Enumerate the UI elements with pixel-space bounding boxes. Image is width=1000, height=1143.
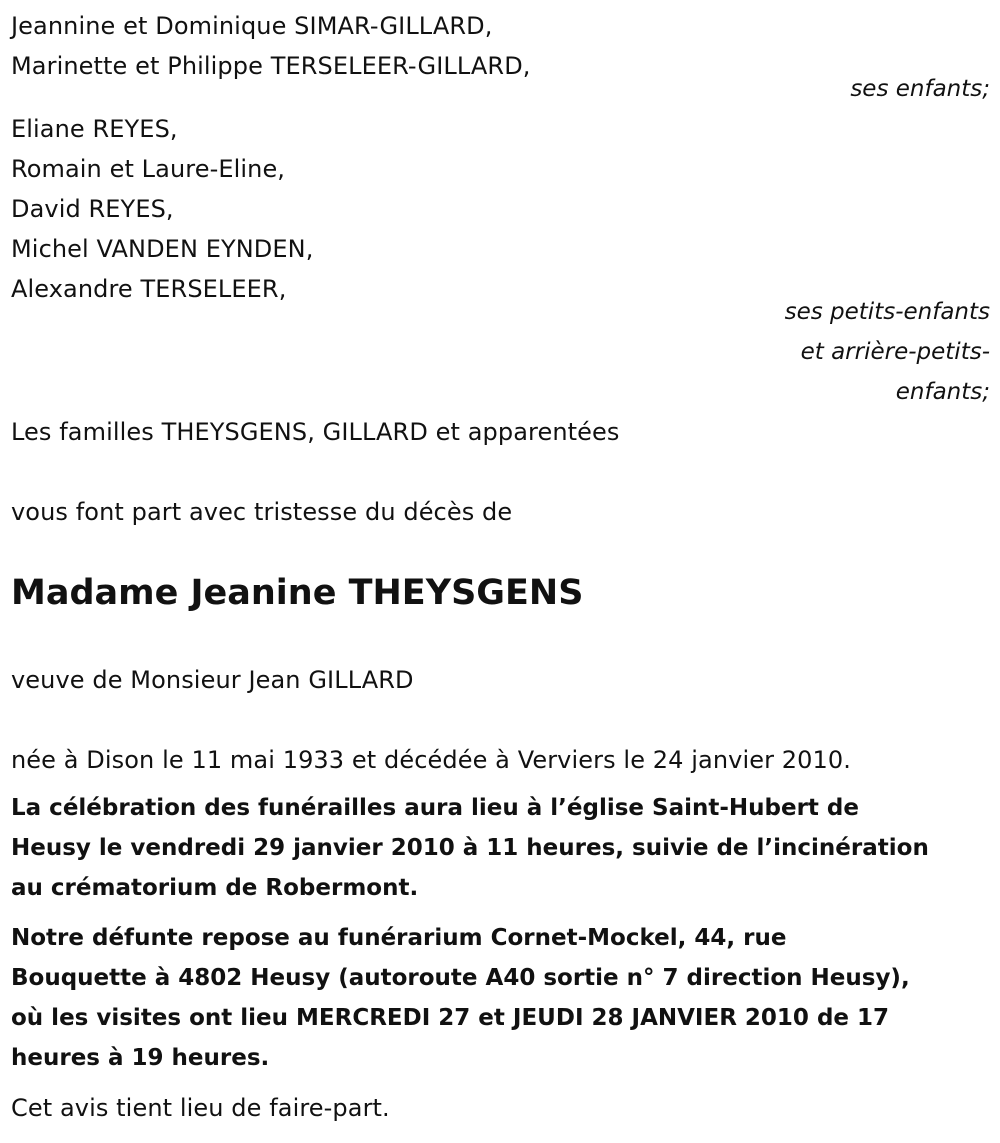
ceremony-line-1: La célébration des funérailles aura lieu à l’église Saint-Hubert de	[11, 795, 859, 821]
ceremony-line-2: Heusy le vendredi 29 janvier 2010 à 11 heures, suivie de l’incinération	[11, 835, 929, 861]
widow-of-line: veuve de Monsieur Jean GILLARD	[11, 666, 414, 694]
birth-death-line: née à Dison le 11 mai 1933 et décédée à Verviers le 24 janvier 2010.	[11, 746, 851, 774]
families-line: Les familles THEYSGENS, GILLARD et apparentées	[11, 418, 620, 446]
grandchild-line-2: Romain et Laure-Eline,	[11, 155, 286, 183]
grandchild-line-1: Eliane REYES,	[11, 115, 178, 143]
child-line-2: Marinette et Philippe TERSELEER-GILLARD,	[11, 52, 531, 80]
closing-line: Cet avis tient lieu de faire-part.	[11, 1094, 390, 1122]
children-label: ses enfants;	[850, 76, 990, 102]
rest-line-1: Notre défunte repose au funérarium Cornet-Mockel, 44, rue	[11, 925, 787, 951]
rest-line-4: heures à 19 heures.	[11, 1045, 270, 1071]
grandchildren-label-1: ses petits-enfants	[784, 299, 990, 325]
rest-line-3: où les visites ont lieu MERCREDI 27 et JEUDI 28 JANVIER 2010 de 17	[11, 1005, 890, 1031]
grandchild-line-3: David REYES,	[11, 195, 174, 223]
deceased-name: Madame Jeanine THEYSGENS	[11, 573, 584, 613]
grandchild-line-5: Alexandre TERSELEER,	[11, 275, 287, 303]
grandchildren-label-2: et arrière-petits-	[800, 339, 990, 365]
grandchild-line-4: Michel VANDEN EYNDEN,	[11, 235, 314, 263]
announce-line: vous font part avec tristesse du décès de	[11, 498, 513, 526]
child-line-1: Jeannine et Dominique SIMAR-GILLARD,	[11, 12, 493, 40]
grandchildren-label-3: enfants;	[895, 379, 990, 405]
rest-line-2: Bouquette à 4802 Heusy (autoroute A40 sortie n° 7 direction Heusy),	[11, 965, 910, 991]
ceremony-line-3: au crématorium de Robermont.	[11, 875, 419, 901]
